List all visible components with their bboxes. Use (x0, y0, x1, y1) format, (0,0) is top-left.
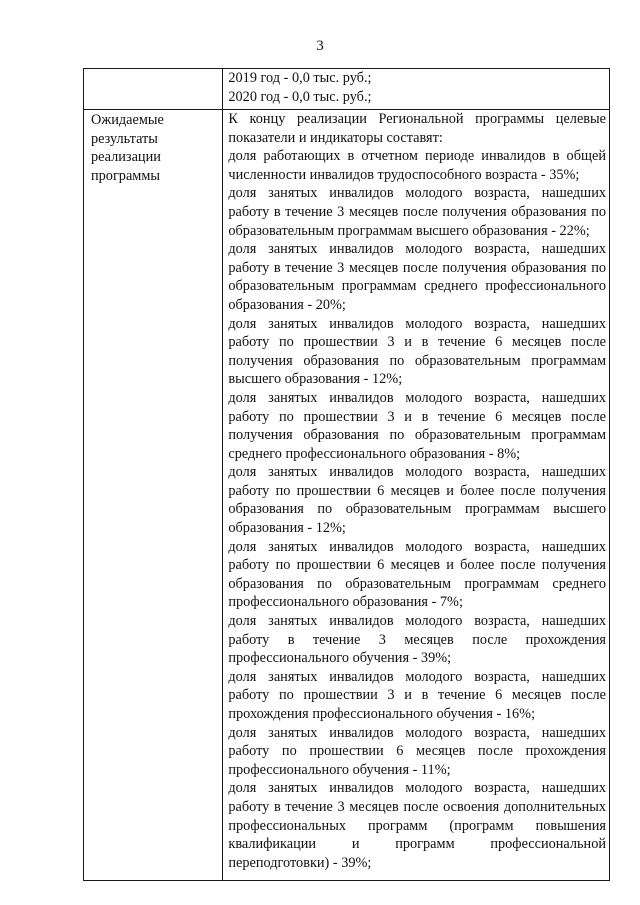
results-row (84, 110, 610, 881)
results-intro: К концу реализации Региональной программы целевые показатели и индикаторы составят: (228, 111, 606, 146)
indicator-item: доля занятых инвалидов молодого возраста, нашедших работу по прошествии 6 месяцев и более после получения образования по образовательным программам высшего образования - 12%; (228, 464, 606, 537)
results-label: Ожидаемые результаты реализации программы (91, 112, 164, 184)
indicator-item: доля занятых инвалидов молодого возраста, нашедших работу по прошествии 6 месяцев после прохождения профессионального обучения - 11%; (228, 724, 606, 778)
indicator-item: доля занятых инвалидов молодого возраста, нашедших работу в течение 3 месяцев после получения образования по образовательным программам высшего образования - 22%; (228, 185, 606, 239)
indicator-item: доля занятых инвалидов молодого возраста, нашедших работу по прошествии 3 и в течение 6 месяцев после прохождения профессионального обучения - 16%; (228, 668, 606, 722)
indicator-item: доля занятых инвалидов молодого возраста, нашедших работу по прошествии 3 и в течение 6 месяцев после получения образования по образовательным программам высшего образования - 12%; (228, 315, 606, 388)
funding-cell (223, 69, 610, 110)
indicator-item: доля занятых инвалидов молодого возраста, нашедших работу по прошествии 3 и в течение 6 месяцев после получения образования по образовательным программам среднего профессионального образования - 8%; (228, 389, 606, 462)
indicator-item: доля занятых инвалидов молодого возраста, нашедших работу в течение 3 месяцев после прохождения профессионального обучения - 39%; (228, 613, 606, 667)
funding-line: 2020 год - 0,0 тыс. руб.; (228, 88, 372, 105)
indicator-item: доля работающих в отчетном периоде инвалидов в общей численности инвалидов трудоспособного возраста - 35%; (228, 148, 606, 183)
funding-row (84, 69, 610, 110)
results-cell (223, 110, 610, 881)
page-number: 3 (316, 38, 324, 54)
results-label-cell (84, 110, 223, 881)
indicator-item: доля занятых инвалидов молодого возраста, нашедших работу по прошествии 6 месяцев и более после получения образования по образовательным программам среднего профессионального образования - 7%; (228, 538, 606, 611)
indicator-item: доля занятых инвалидов молодого возраста, нашедших работу в течение 3 месяцев после освоения дополнительных профессиональных программ (программ повышения квалификации и программ профессиональной переподготовки) - 39%; (228, 780, 606, 871)
funding-label-cell (84, 69, 223, 110)
funding-line: 2019 год - 0,0 тыс. руб.; (228, 70, 372, 86)
program-passport-table (83, 68, 610, 881)
indicator-item: доля занятых инвалидов молодого возраста, нашедших работу в течение 3 месяцев после получения образования по образовательным программам среднего профессионального образования - 20%; (228, 241, 606, 313)
